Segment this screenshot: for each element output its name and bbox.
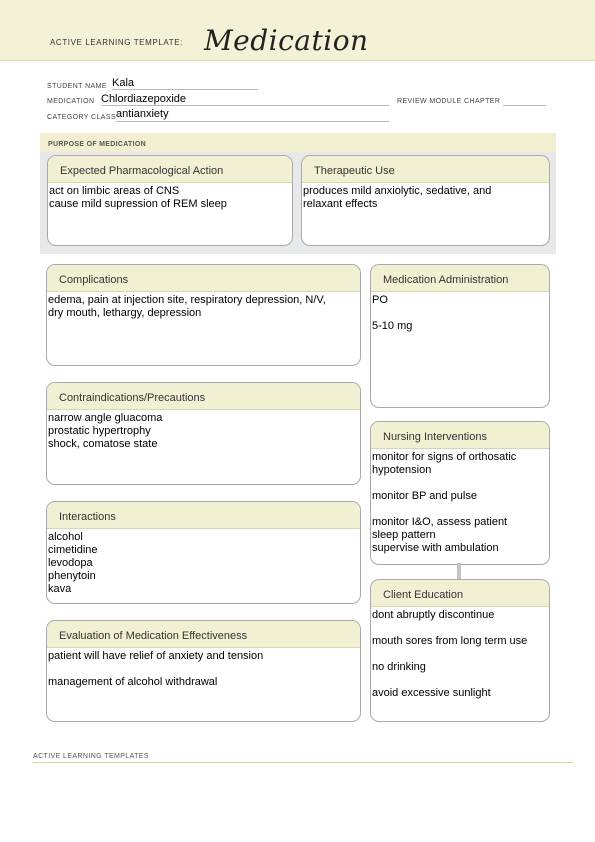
interactions-line: alcohol [48, 531, 83, 543]
category-label: CATEGORY CLASS [47, 114, 117, 121]
page-title: Medication [204, 24, 369, 57]
contraindications-heading: Contraindications/Precautions [47, 383, 360, 410]
medication-value[interactable]: Chlordiazepoxide [101, 93, 186, 105]
nursing-line: supervise with ambulation [372, 542, 499, 554]
review-module-underline[interactable] [503, 105, 546, 106]
administration-box [370, 264, 550, 408]
client-education-box [370, 579, 550, 722]
connector-bar [457, 563, 461, 580]
therapeutic-use-box [301, 155, 550, 246]
contraindications-box [46, 382, 361, 485]
complications-text[interactable] [47, 292, 360, 320]
education-line: avoid excessive sunlight [372, 687, 491, 699]
education-line: no drinking [372, 661, 426, 673]
footer-divider [33, 762, 573, 763]
therapeutic-use-text[interactable] [302, 183, 549, 211]
category-underline [116, 121, 389, 122]
contraindications-text[interactable] [47, 410, 360, 451]
therapeutic-use-heading: Therapeutic Use [302, 156, 549, 183]
medication-underline [101, 105, 389, 106]
contraindications-line: narrow angle gluacoma [48, 412, 163, 424]
contraindications-line: shock, comatose state [48, 438, 158, 450]
expected-action-line: cause mild supression of REM sleep [49, 198, 227, 210]
nursing-line: hypotension [372, 464, 432, 476]
nursing-line: monitor BP and pulse [372, 490, 477, 502]
therapeutic-use-line: produces mild anxiolytic, sedative, and [303, 185, 492, 197]
evaluation-heading: Evaluation of Medication Effectiveness [47, 621, 360, 648]
nursing-interventions-text[interactable] [371, 449, 549, 555]
interactions-box [46, 501, 361, 604]
complications-line: edema, pain at injection site, respiratory depression, N/V, [48, 294, 326, 306]
category-value[interactable]: antianxiety [116, 108, 169, 120]
purpose-title: PURPOSE OF MEDICATION [48, 141, 146, 148]
evaluation-line: management of alcohol withdrawal [48, 676, 218, 688]
student-name-label: STUDENT NAME [47, 83, 107, 90]
template-header [0, 0, 595, 61]
interactions-heading: Interactions [47, 502, 360, 529]
review-module-label: REVIEW MODULE CHAPTER [397, 98, 501, 105]
expected-action-heading: Expected Pharmacological Action [48, 156, 292, 183]
contraindications-line: prostatic hypertrophy [48, 425, 151, 437]
administration-route: PO [372, 294, 388, 306]
nursing-line: monitor I&O, assess patient [372, 516, 508, 528]
nursing-line: sleep pattern [372, 529, 436, 541]
evaluation-line: patient will have relief of anxiety and tension [48, 650, 264, 662]
nursing-interventions-box [370, 421, 550, 565]
interactions-text[interactable] [47, 529, 360, 596]
student-name-value[interactable]: Kala [112, 77, 135, 89]
interactions-line: levodopa [48, 557, 93, 569]
complications-line: dry mouth, lethargy, depression [48, 307, 202, 319]
administration-dose: 5-10 mg [372, 320, 413, 332]
nursing-interventions-heading: Nursing Interventions [371, 422, 549, 449]
education-line: dont abruptly discontinue [372, 609, 495, 621]
medication-label: MEDICATION [47, 98, 95, 105]
interactions-line: kava [48, 583, 72, 595]
evaluation-box [46, 620, 361, 722]
interactions-line: phenytoin [48, 570, 96, 582]
complications-heading: Complications [47, 265, 360, 292]
administration-heading: Medication Administration [371, 265, 549, 292]
client-education-heading: Client Education [371, 580, 549, 607]
complications-box [46, 264, 361, 366]
student-name-underline [112, 89, 258, 90]
evaluation-text[interactable] [47, 648, 360, 689]
therapeutic-use-line: relaxant effects [303, 198, 378, 210]
footer-label: ACTIVE LEARNING TEMPLATES [33, 753, 149, 760]
nursing-line: monitor for signs of orthosatic [372, 451, 517, 463]
education-line: mouth sores from long term use [372, 635, 528, 647]
expected-action-box [47, 155, 293, 246]
template-label: ACTIVE LEARNING TEMPLATE: [50, 38, 183, 47]
interactions-line: cimetidine [48, 544, 98, 556]
client-education-text[interactable] [371, 607, 549, 700]
expected-action-line: act on limbic areas of CNS [49, 185, 180, 197]
administration-text[interactable] [371, 292, 549, 333]
expected-action-text[interactable] [48, 183, 292, 211]
